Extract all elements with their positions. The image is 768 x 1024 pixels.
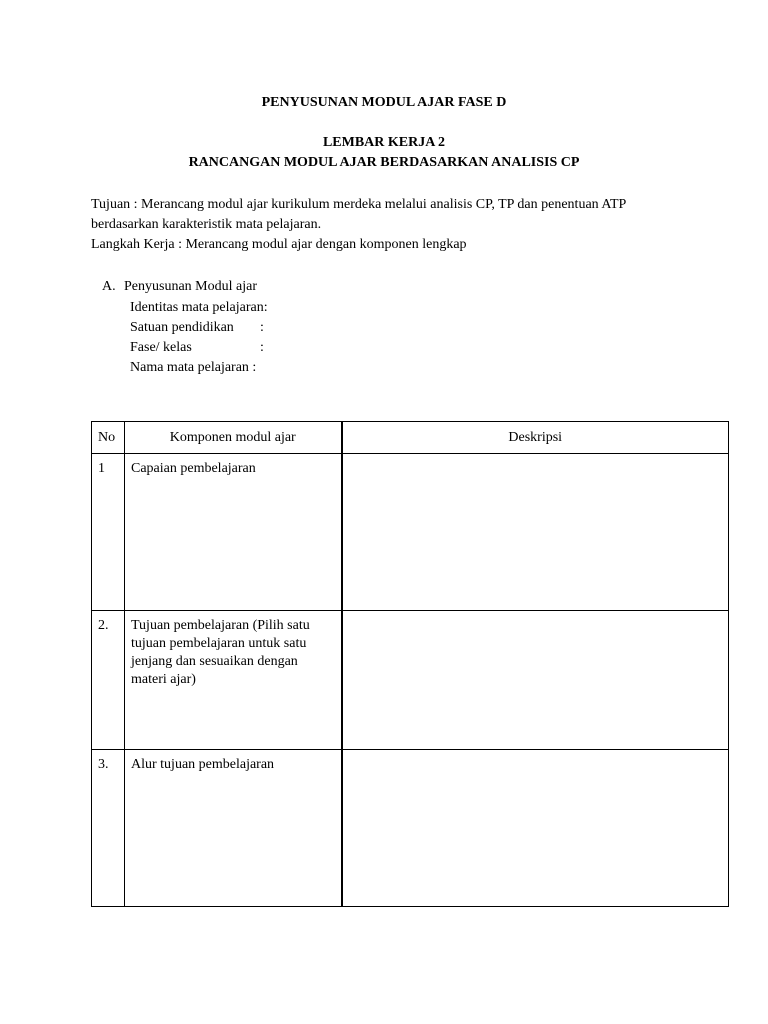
field-colon: : xyxy=(260,320,264,335)
cell-komponen: Tujuan pembelajaran (Pilih satu tujuan pembelajaran untuk satu jenjang dan sesuaikan dengan materi ajar) xyxy=(125,611,342,750)
table-row xyxy=(92,454,729,611)
rancangan-table xyxy=(91,421,729,907)
cell-no: 2. xyxy=(92,611,125,750)
field-nama-mata-pelajaran xyxy=(130,358,256,378)
cell-no: 1 xyxy=(92,454,125,611)
cell-deskripsi[interactable] xyxy=(342,750,729,907)
section-a-marker: A. xyxy=(102,279,116,294)
worksheet-subtitle: RANCANGAN MODUL AJAR BERDASARKAN ANALISIS CP xyxy=(188,155,580,170)
table-header-row xyxy=(92,422,729,454)
cell-deskripsi[interactable] xyxy=(342,454,729,611)
field-colon: : xyxy=(260,340,264,355)
cell-komponen: Capaian pembelajaran xyxy=(125,454,342,611)
table-row xyxy=(92,750,729,907)
worksheet-title: LEMBAR KERJA 2 xyxy=(322,135,446,150)
field-satuan-pendidikan xyxy=(130,318,280,338)
section-a-title: Penyusunan Modul ajar xyxy=(124,279,257,294)
document-title: PENYUSUNAN MODUL AJAR FASE D xyxy=(261,95,507,110)
header-deskripsi: Deskripsi xyxy=(342,422,729,454)
tujuan-line-2: berdasarkan karakteristik mata pelajaran. xyxy=(91,217,322,232)
tujuan-line-1: Tujuan : Merancang modul ajar kurikulum merdeka melalui analisis CP, TP dan penentuan ATP xyxy=(91,197,627,212)
header-no: No xyxy=(92,422,125,454)
section-a-heading xyxy=(102,277,257,298)
table-row xyxy=(92,611,729,750)
field-label: Satuan pendidikan xyxy=(130,320,234,335)
field-label: Fase/ kelas xyxy=(130,340,192,355)
field-label: Nama mata pelajaran : xyxy=(130,360,257,375)
field-fase-kelas xyxy=(130,338,280,358)
identitas-label: Identitas mata pelajaran: xyxy=(130,300,268,315)
header-komponen: Komponen modul ajar xyxy=(125,422,342,454)
cell-no: 3. xyxy=(92,750,125,907)
cell-komponen: Alur tujuan pembelajaran xyxy=(125,750,342,907)
cell-deskripsi[interactable] xyxy=(342,611,729,750)
langkah-kerja: Langkah Kerja : Merancang modul ajar dengan komponen lengkap xyxy=(91,237,467,252)
